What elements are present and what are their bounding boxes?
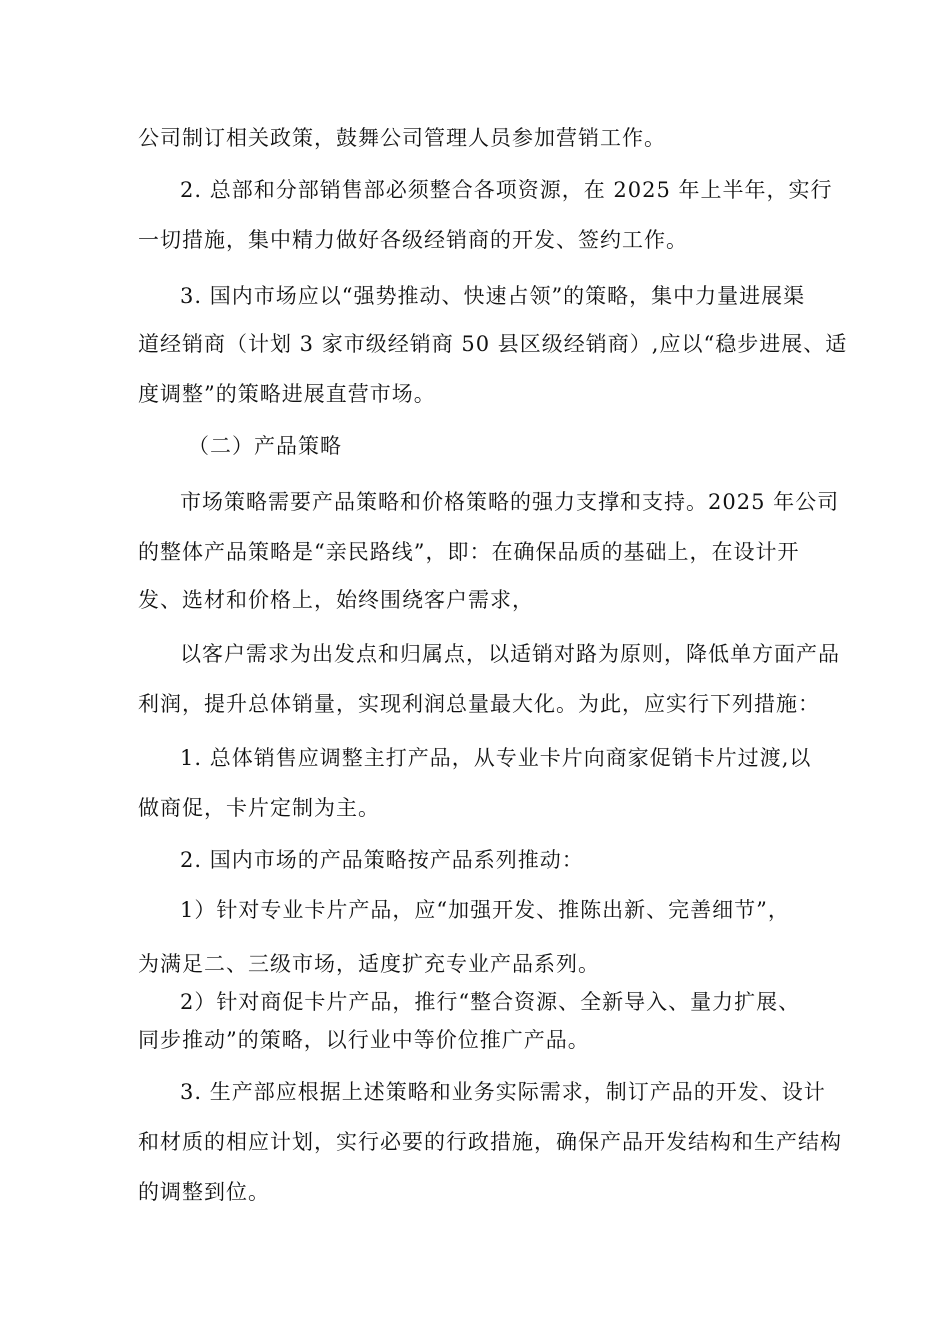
paragraph-line: 2. 总部和分部销售部必须整合各项资源，在 2025 年上半年，实行	[180, 178, 833, 202]
paragraph-line: 和材质的相应计划，实行必要的行政措施，确保产品开发结构和生产结构	[138, 1130, 842, 1154]
paragraph-line: 利润，提升总体销量，实现利润总量最大化。为此，应实行下列措施：	[138, 692, 820, 716]
paragraph-line: 市场策略需要产品策略和价格策略的强力支撑和支持。2025 年公司	[180, 490, 840, 514]
paragraph-line: 的调整到位。	[138, 1180, 270, 1204]
section-heading: （二）产品策略	[188, 434, 342, 458]
paragraph-line: 2）针对商促卡片产品，推行“整合资源、全新导入、量力扩展、	[180, 990, 801, 1014]
paragraph-line: 以客户需求为出发点和归属点，以适销对路为原则，降低单方面产品	[180, 642, 840, 666]
paragraph-line: 道经销商（计划 3 家市级经销商 50 县区级经销商）,应以“稳步进展、适	[138, 332, 848, 356]
paragraph-line: 为满足二、三级市场，适度扩充专业产品系列。	[138, 952, 600, 976]
paragraph-line: 3. 国内市场应以“强势推动、快速占领”的策略，集中力量进展渠	[180, 284, 806, 308]
paragraph-line: 同步推动”的策略，以行业中等价位推广产品。	[138, 1028, 590, 1052]
paragraph-line: 的整体产品策略是“亲民路线”，即：在确保品质的基础上，在设计开	[138, 540, 800, 564]
paragraph-line: 发、选材和价格上，始终围绕客户需求，	[138, 588, 534, 612]
paragraph-line: 1. 总体销售应调整主打产品，从专业卡片向商家促销卡片过渡,以	[180, 746, 812, 770]
paragraph-line: 度调整”的策略进展直营市场。	[138, 382, 436, 406]
paragraph-line: 一切措施，集中精力做好各级经销商的开发、签约工作。	[138, 228, 688, 252]
paragraph-line: 1）针对专业卡片产品，应“加强开发、推陈出新、完善细节”，	[180, 898, 790, 922]
paragraph-line: 公司制订相关政策，鼓舞公司管理人员参加营销工作。	[138, 126, 666, 150]
paragraph-line: 3. 生产部应根据上述策略和业务实际需求，制订产品的开发、设计	[180, 1080, 826, 1104]
paragraph-line: 2. 国内市场的产品策略按产品系列推动：	[180, 848, 584, 872]
paragraph-line: 做商促，卡片定制为主。	[138, 796, 380, 820]
